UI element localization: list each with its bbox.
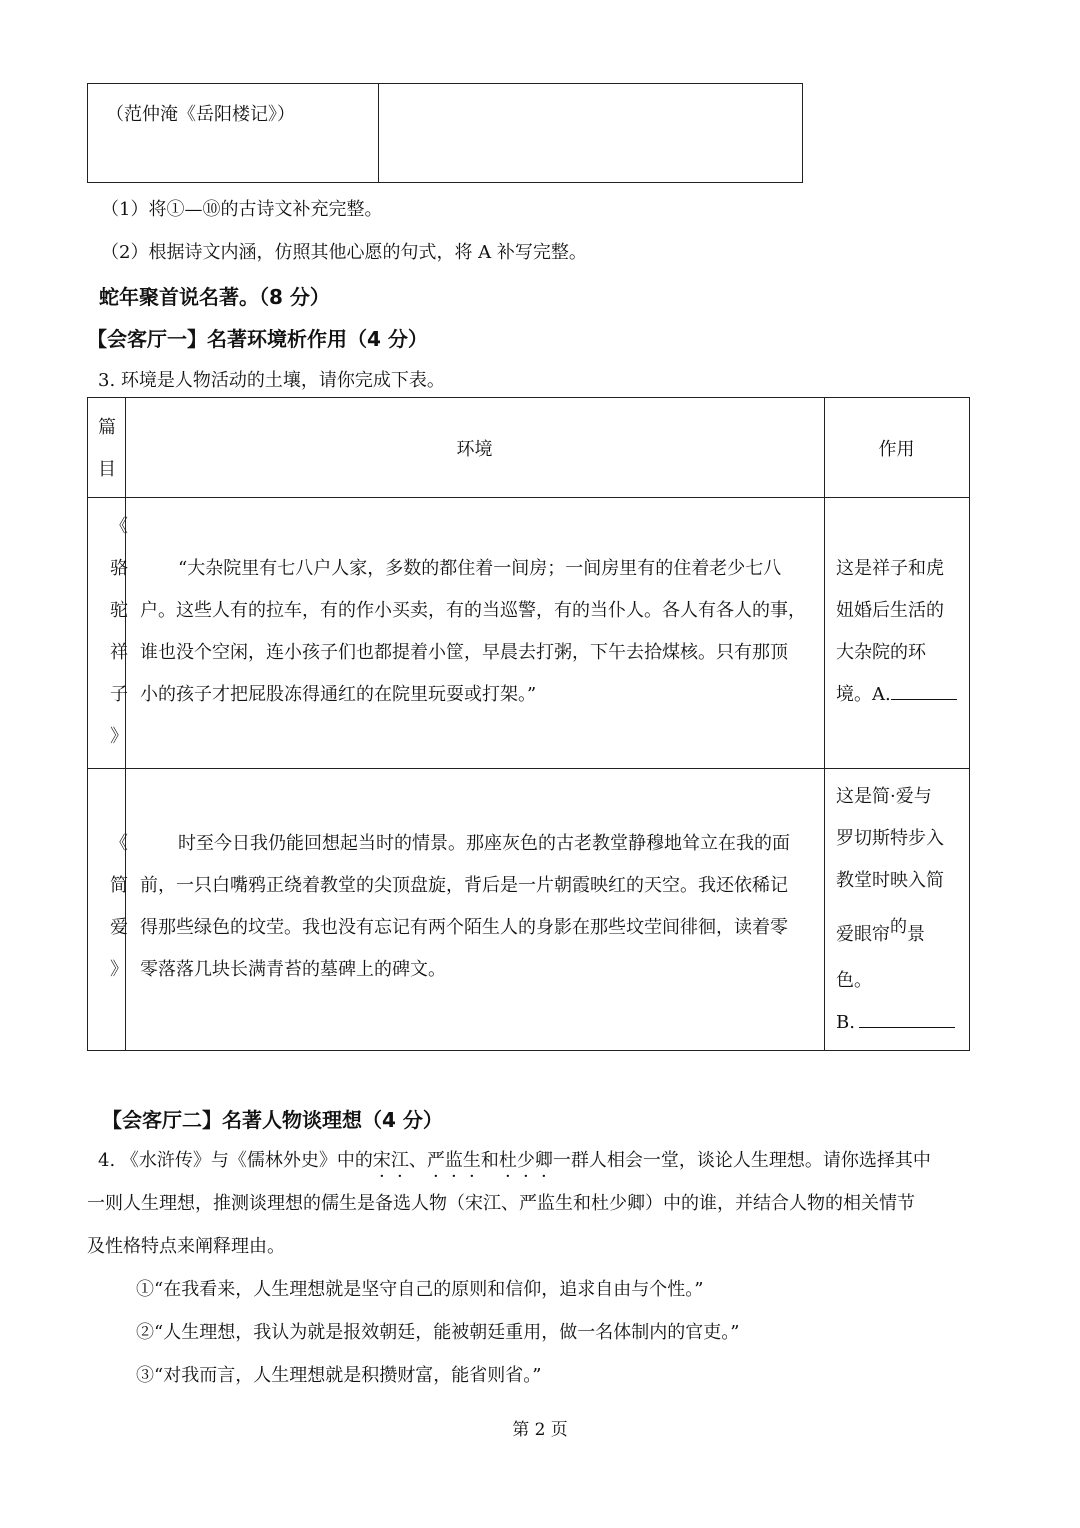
ideal-2: ②“人生理想，我认为就是报效朝廷，能被朝廷重用，做一名体制内的官吏。” (136, 1322, 740, 1343)
book-char: 《 (110, 833, 128, 854)
book-char: 》 (110, 959, 128, 980)
effect-line: 的 (890, 917, 907, 937)
book-char: 祥 (110, 642, 128, 663)
effect-line: 大杂院的环 (836, 642, 926, 663)
effect-line: 境。A. (836, 684, 891, 705)
name-char-dotted: 少 (516, 1150, 535, 1171)
row1-book (100, 506, 138, 758)
hall1-question: 3. 环境是人物活动的土壤，请你完成下表。 (98, 370, 445, 391)
name-char: 、 (408, 1150, 427, 1171)
book-char: 爱 (110, 917, 128, 938)
name-char-dotted: 江 (390, 1150, 409, 1171)
answer-blank-a[interactable] (891, 681, 957, 700)
env-line: 零落落几块长满青苔的墓碑上的碑文。 (140, 959, 446, 980)
name-char: 和 (480, 1150, 499, 1171)
table-divider (378, 84, 379, 182)
row2-book (100, 823, 138, 991)
hall2-question-line2: 一则人生理想，推测谈理想的儒生是备选人物（宋江、严监生和杜少卿）中的谁，并结合人物的相关情节 (87, 1193, 915, 1214)
page-number: 第 2 页 (512, 1420, 568, 1440)
effect-line: 色。 (836, 970, 872, 991)
header-char: 篇 (98, 417, 116, 438)
book-char: 骆 (110, 558, 128, 579)
effect-line: 这是简·爱与 (836, 786, 932, 807)
table-vline (824, 398, 825, 1050)
row1-environment (140, 548, 816, 716)
header-char: 目 (98, 459, 116, 480)
top-table (87, 83, 803, 183)
env-line: 时至今日我仍能回想起当时的情景。那座灰色的古老教堂静穆地耸立在我的面 (178, 833, 790, 854)
row1-effect (836, 548, 957, 716)
effect-line: B. (836, 1012, 855, 1033)
env-line: 谁也没个空闲，连小孩子们也都提着小筐，早晨去打粥，下午去拾煤核。只有那顶 (140, 642, 788, 663)
name-char-dotted: 卿 (534, 1150, 553, 1171)
hall1-title: 【会客厅一】名著环境析作用（4 分） (87, 327, 428, 351)
env-line: 小的孩子才把屁股冻得通红的在院里玩耍或打架。” (140, 684, 537, 705)
book-char: 简 (110, 875, 128, 896)
hall2-question-line3: 及性格特点来阐释理由。 (87, 1236, 285, 1257)
question-text: 一群人相会一堂，谈论人生理想。请你选择其中 (552, 1150, 931, 1171)
env-line: 前，一只白嘴鸦正绕着教堂的尖顶盘旋，背后是一片朝霞映红的天空。我还依稀记 (140, 875, 788, 896)
book-char: 子 (110, 684, 128, 705)
ideal-1: ①“在我看来，人生理想就是坚守自己的原则和信仰，追求自由与个性。” (136, 1279, 704, 1300)
header-book (88, 407, 126, 491)
header-environment: 环境 (456, 439, 493, 460)
name-char-dotted: 监 (444, 1150, 463, 1171)
effect-line: 景 (907, 924, 925, 945)
name-char-dotted: 严 (426, 1150, 445, 1171)
book-char: 《 (110, 516, 128, 537)
effect-line: 罗切斯特步入 (836, 828, 944, 849)
instruction-1: （1）将①—⑩的古诗文补充完整。 (101, 199, 383, 220)
environment-table (87, 397, 970, 1051)
book-char: 》 (110, 726, 128, 747)
instruction-2: （2）根据诗文内涵，仿照其他心愿的句式，将 A 补写完整。 (101, 242, 587, 263)
header-effect: 作用 (878, 439, 915, 460)
name-char-dotted: 杜 (498, 1150, 517, 1171)
answer-blank-b[interactable] (859, 1009, 955, 1028)
hall2-title: 【会客厅二】名著人物谈理想（4 分） (102, 1108, 443, 1132)
env-line: 户。这些人有的拉车，有的作小买卖，有的当巡警，有的当仆人。各人有各人的事， (140, 600, 806, 621)
row2-effect (836, 776, 955, 1044)
effect-line: 妞婚后生活的 (836, 600, 944, 621)
env-line: “大杂院里有七八户人家，多数的都住着一间房；一间房里有的住着老少七八 (178, 558, 782, 579)
table-hline (88, 497, 969, 498)
question-text: 4. 《水浒传》与《儒林外史》中的 (98, 1150, 373, 1171)
row2-environment (140, 823, 816, 991)
effect-line: 这是祥子和虎 (836, 558, 944, 579)
name-char-dotted: 宋 (372, 1150, 391, 1171)
effect-line: 爱眼帘 (836, 924, 890, 945)
name-char-dotted: 生 (462, 1150, 481, 1171)
top-table-cell-source: （范仲淹《岳阳楼记》） (106, 104, 295, 125)
table-hline (88, 768, 969, 769)
book-char: 驼 (110, 600, 128, 621)
ideal-3: ③“对我而言，人生理想就是积攒财富，能省则省。” (136, 1365, 542, 1386)
effect-line: 教堂时映入简 (836, 870, 944, 891)
hall2-question-line1 (98, 1146, 931, 1172)
env-line: 得那些绿色的坟茔。我也没有忘记有两个陌生人的身影在那些坟茔间徘徊，读着零 (140, 917, 788, 938)
section-title: 蛇年聚首说名著。（8 分） (99, 285, 330, 309)
